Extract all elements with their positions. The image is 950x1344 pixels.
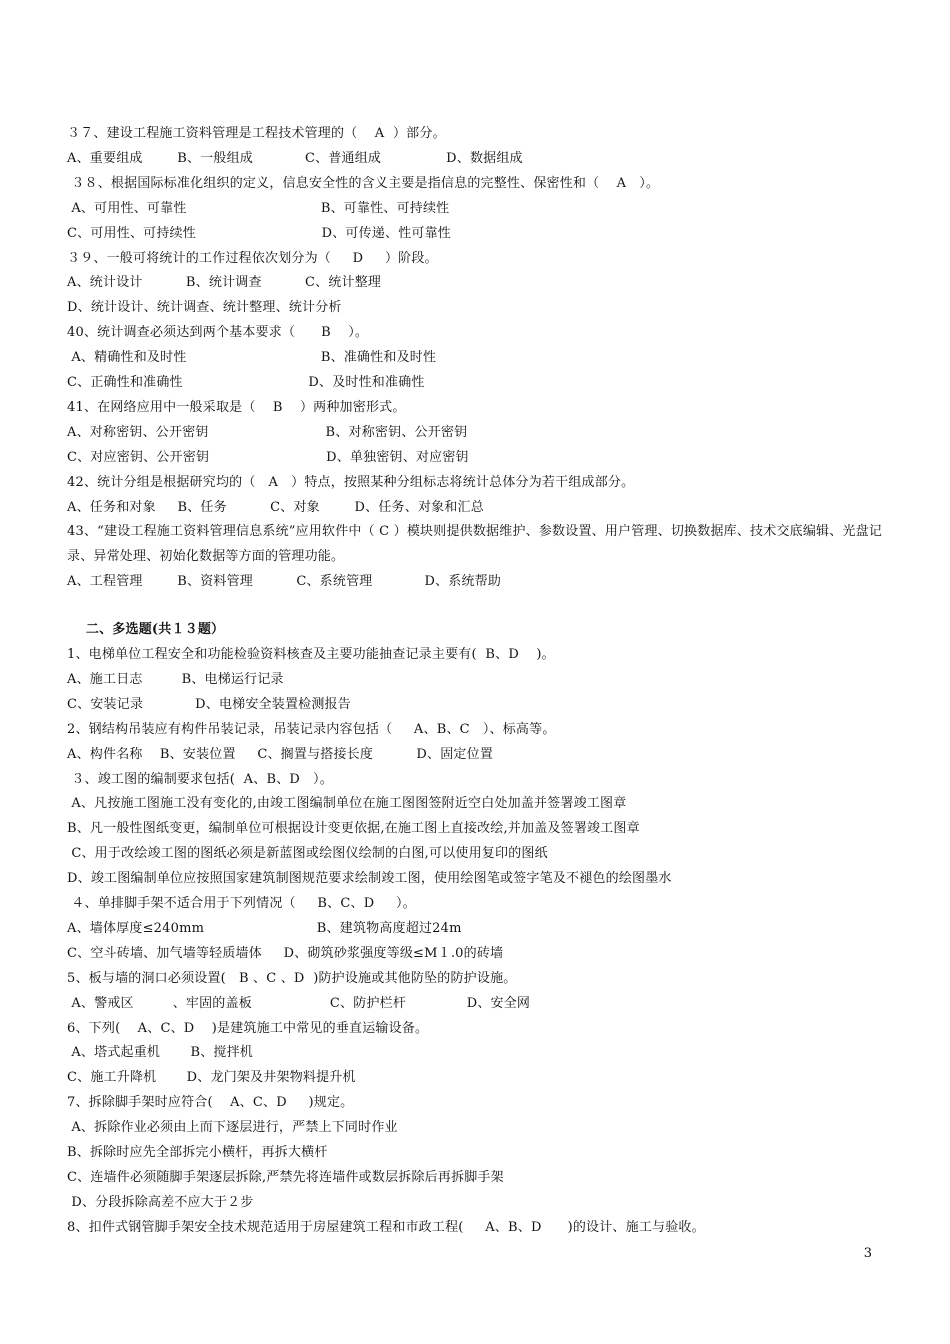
option-line: A、任务和对象 B、任务 C、对象 D、任务、对象和汇总 (67, 499, 484, 515)
option-line: D、竣工图编制单位应按照国家建筑制图规范要求绘制竣工图，使用绘图笔或签字笔及不褪色的绘图墨水 (67, 871, 672, 887)
option-line: A、统计设计 B、统计调查 C、统计整理 (67, 275, 382, 291)
question-text: ４、单排脚手架不适合用于下列情况（ B、C、D ）。 (67, 896, 416, 911)
option-line: A、可用性、可靠性 B、可靠性、可持续性 (67, 200, 450, 216)
option-line: A、施工日志 B、电梯运行记录 (67, 671, 284, 687)
option-line: A、塔式起重机 B、搅拌机 (67, 1045, 254, 1061)
option-line: C、正确性和准确性 D、及时性和准确性 (67, 375, 425, 390)
option-line: C、用于改绘竣工图的图纸必须是新蓝图或绘图仪绘制的白图,可以使用复印的图纸 (67, 846, 548, 862)
question-text: 42、统计分组是根据研究均的（ A ）特点，按照某种分组标志将统计总体分为若干组成部分。 (67, 474, 635, 490)
option-line: B、拆除时应先全部拆完小横杆，再拆大横杆 (67, 1145, 328, 1160)
question-text: 1、电梯单位工程安全和功能检验资料核查及主要功能抽查记录主要有( B、D )。 (67, 647, 555, 662)
question-text: 6、下列( A、C、D )是建筑施工中常见的垂直运输设备。 (67, 1020, 429, 1036)
option-line: C、对应密钥、公开密钥 D、单独密钥、对应密钥 (67, 449, 469, 465)
question-text: ３、竣工图的编制要求包括( A、B、D ）。 (67, 771, 333, 787)
question-text: 5、板与墙的洞口必须设置( B 、C 、D )防护设施或其他防坠的防护设施。 (67, 970, 517, 986)
option-line: C、安装记录 D、电梯安全装置检测报告 (67, 696, 351, 712)
question-text: ３７、建设工程施工资料管理是工程技术管理的（ A ）部分。 (67, 126, 446, 141)
option-line: A、拆除作业必须由上而下逐层进行，严禁上下同时作业 (67, 1120, 398, 1136)
option-line: C、连墙件必须随脚手架逐层拆除,严禁先将连墙件或数层拆除后再拆脚手架 (67, 1169, 504, 1185)
option-line: C、施工升降机 D、龙门架及井架物料提升机 (67, 1070, 356, 1086)
option-line: A、墙体厚度≤240mm B、建筑物高度超过24m (67, 920, 462, 936)
question-text: 2、钢结构吊装应有构件吊装记录，吊装记录内容包括（ A、B、C ）、标高等。 (67, 721, 556, 737)
option-line: A、警戒区 、牢固的盖板 C、防护栏杆 D、安全网 (67, 995, 531, 1011)
question-text: 41、在网络应用中一般采取是（ B ）两种加密形式。 (67, 399, 406, 415)
section-title: 二、多选题(共１３题） (67, 622, 225, 638)
option-line: D、分段拆除高差不应大于２步 (67, 1194, 254, 1210)
option-line: B、凡一般性图纸变更，编制单位可根据设计变更依据,在施工图上直接改绘,并加盖及签署竣工图章 (67, 821, 640, 837)
option-line: A、精确性和及时性 B、准确性和及时性 (67, 350, 437, 366)
option-line: D、统计设计、统计调查、统计整理、统计分析 (67, 300, 342, 316)
option-line: A、重要组成 B、一般组成 C、普通组成 D、数据组成 (67, 150, 523, 166)
question-text: ３８、根据国际标准化组织的定义，信息安全性的含义主要是指信息的完整性、保密性和（ A ）。 (67, 175, 660, 191)
question-text: ３９、一般可将统计的工作过程依次划分为（ D ）阶段。 (67, 250, 438, 266)
question-text: 43、“建设工程施工资料管理信息系统”应用软件中（ C ）模块则提供数据维护、参数设置、用户管理、切换数据库、技术交底编辑、光盘记录、异常处理、初始化数据等方面的管理功能。 (67, 524, 883, 565)
option-line: C、空斗砖墙、加气墙等轻质墙体 D、砌筑砂浆强度等级≤M１.0的砖墙 (67, 945, 504, 961)
option-line: A、工程管理 B、资料管理 C、系统管理 D、系统帮助 (67, 574, 502, 590)
question-text: 8、扣件式钢管脚手架安全技术规范适用于房屋建筑工程和市政工程( A、B、D )的设计、施工与验收。 (67, 1219, 705, 1235)
option-line: A、对称密钥、公开密钥 B、对称密钥、公开密钥 (67, 424, 468, 440)
option-line: C、可用性、可持续性 D、可传递、性可靠性 (67, 225, 452, 241)
question-text: 40、统计调查必须达到两个基本要求（ B ）。 (67, 325, 369, 341)
question-text: 7、拆除脚手架时应符合( A、C、D )规定。 (67, 1095, 354, 1111)
page-number: 3 (863, 1246, 872, 1261)
option-line: A、构件名称 B、安装位置 C、搁置与搭接长度 D、固定位置 (67, 746, 494, 762)
option-line: A、凡按施工图施工没有变化的,由竣工图编制单位在施工图图签附近空白处加盖并签署竣工图章 (67, 796, 627, 812)
